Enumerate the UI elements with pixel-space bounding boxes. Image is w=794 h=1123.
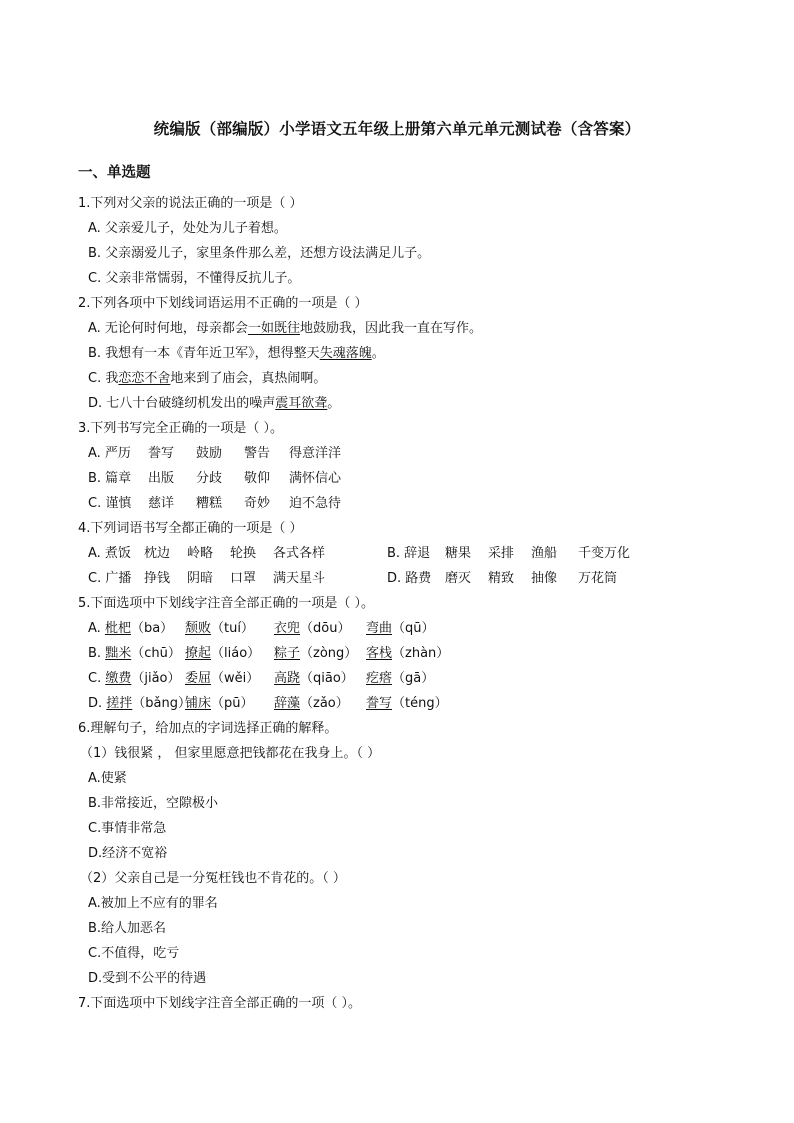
word: 迫不急待 — [289, 496, 342, 511]
question-6-sub-1: （1）钱很紧 ， 但家里愿意把钱都花在我身上。（ ） — [80, 746, 381, 761]
underlined-word: 委屈 — [185, 671, 212, 686]
pinyin-item — [366, 645, 449, 663]
word: B. 篇章 — [88, 471, 132, 486]
word: C. 广播 — [88, 571, 132, 586]
option-text: 。 — [327, 396, 341, 411]
option-text: A. 无论何时何地，母亲都会 — [88, 321, 248, 336]
pinyin-item — [185, 620, 274, 638]
word: A. 严历 — [88, 446, 131, 461]
question-4-option-a — [88, 545, 325, 563]
underlined-word: 一如既往 — [247, 321, 300, 336]
question-5-option-c — [88, 670, 434, 688]
question-6-sub-2-option-a: A.被加上不应有的罪名 — [88, 896, 218, 911]
word: 各式各样 — [273, 546, 326, 561]
question-2-option-a — [88, 320, 482, 338]
question-5-option-d — [88, 695, 448, 713]
word: 阴暗 — [187, 571, 214, 586]
option-letter: C. — [88, 671, 106, 686]
section-heading: 一、单选题 — [78, 165, 151, 181]
pinyin-item — [366, 620, 435, 638]
option-letter: D. — [88, 696, 107, 711]
pinyin: （zhàn） — [392, 646, 450, 661]
word: 渔船 — [531, 546, 558, 561]
pinyin-item — [185, 670, 274, 688]
pinyin: （tuí） — [211, 621, 254, 636]
pinyin: （qū） — [392, 621, 435, 636]
word: 誊写 — [148, 446, 175, 461]
question-1-option-a: A. 父亲爱儿子，处处为儿子着想。 — [88, 221, 287, 236]
underlined-word: 颓败 — [185, 621, 212, 636]
question-1-stem: 1.下列对父亲的说法正确的一项是（ ） — [78, 196, 303, 211]
underlined-word: 辞藻 — [274, 696, 301, 711]
option-text: 地鼓励我，因此我一直在写作。 — [299, 321, 482, 336]
underlined-word: 高跷 — [274, 671, 301, 686]
question-2-option-c — [88, 370, 326, 388]
question-4-stem: 4.下列词语书写全都正确的一项是（ ） — [78, 521, 303, 536]
pinyin-item — [185, 645, 274, 663]
question-2-option-b — [88, 345, 385, 363]
pinyin-item — [185, 695, 274, 713]
option-letter: A. — [88, 621, 105, 636]
question-6-sub-2-option-b: B.给人加恶名 — [88, 921, 167, 936]
question-5-option-b — [88, 645, 449, 663]
question-4-option-d — [387, 570, 617, 588]
question-4-option-b — [387, 545, 630, 563]
option-text: 。 — [371, 346, 385, 361]
pinyin: （ba） — [130, 621, 174, 636]
pinyin: （jiǎo） — [131, 671, 181, 686]
question-5-stem: 5.下面选项中下划线字注音全部正确的一项是（ ）。 — [78, 596, 375, 611]
underlined-word: 疙瘩 — [366, 671, 393, 686]
option-text: 地来到了庙会，真热闹啊。 — [170, 371, 327, 386]
underlined-word: 枇杷 — [104, 621, 131, 636]
word: 采排 — [488, 546, 515, 561]
word: 磨灭 — [445, 571, 472, 586]
underlined-word: 铺床 — [185, 696, 212, 711]
pinyin-item — [366, 695, 448, 713]
word: 枕边 — [144, 546, 171, 561]
underlined-word: 震耳欲聋 — [275, 396, 328, 411]
word: 精致 — [488, 571, 515, 586]
underlined-word: 弯曲 — [366, 621, 393, 636]
option-letter: B. — [88, 646, 106, 661]
underlined-word: 誊写 — [366, 696, 393, 711]
question-1-option-c: C. 父亲非常懦弱，不懂得反抗儿子。 — [88, 271, 301, 286]
word: A. 煮饭 — [88, 546, 131, 561]
pinyin: （zǎo） — [300, 696, 349, 711]
question-3-stem: 3.下列书写完全正确的一项是（ ）。 — [78, 421, 284, 436]
underlined-word: 黜米 — [105, 646, 132, 661]
pinyin-item — [274, 645, 366, 663]
word: 鼓励 — [196, 446, 223, 461]
pinyin: （qiāo） — [300, 671, 354, 686]
question-6-sub-1-option-d: D.经济不宽裕 — [88, 846, 168, 861]
word: 糖果 — [445, 546, 472, 561]
word: 万花筒 — [578, 571, 618, 586]
question-6-sub-2-option-c: C.不值得，吃亏 — [88, 946, 180, 961]
pinyin: （téng） — [392, 696, 448, 711]
word: 挣钱 — [144, 571, 171, 586]
question-4-option-c — [88, 570, 325, 588]
underlined-word: 客栈 — [366, 646, 393, 661]
word: 敬仰 — [244, 471, 271, 486]
word: B. 辞退 — [387, 546, 431, 561]
underlined-word: 撩起 — [185, 646, 212, 661]
pinyin: （pū） — [211, 696, 254, 711]
document-title: 统编版（部编版）小学语文五年级上册第六单元单元测试卷（含答案） — [153, 120, 641, 138]
pinyin-item — [274, 695, 366, 713]
word: 警告 — [244, 446, 271, 461]
word: 奇妙 — [244, 496, 271, 511]
underlined-word: 粽子 — [274, 646, 301, 661]
question-6-sub-1-option-b: B.非常接近，空隙极小 — [88, 796, 219, 811]
question-3-option-c — [88, 495, 341, 513]
pinyin: （chū） — [131, 646, 181, 661]
pinyin-item — [88, 620, 185, 638]
word: 千变万化 — [578, 546, 631, 561]
question-3-option-a — [88, 445, 341, 463]
pinyin-item — [274, 620, 366, 638]
word: 分歧 — [196, 471, 223, 486]
option-text: C. 我 — [88, 371, 119, 386]
pinyin: （bǎng） — [132, 696, 192, 711]
underlined-word: 失魂落魄 — [319, 346, 372, 361]
question-5-option-a — [88, 620, 435, 638]
pinyin-item — [366, 670, 434, 688]
pinyin: （dōu） — [300, 621, 351, 636]
pinyin-item — [88, 645, 185, 663]
word: 抽像 — [531, 571, 558, 586]
pinyin: （gā） — [392, 671, 435, 686]
question-7-stem: 7.下面选项中下划线字注音全部正确的一项（ ）。 — [78, 996, 362, 1011]
question-6-sub-1-option-a: A.使紧 — [88, 771, 127, 786]
underlined-word: 缴费 — [105, 671, 132, 686]
pinyin-item — [88, 670, 185, 688]
word: 岭略 — [187, 546, 214, 561]
word: 口罩 — [230, 571, 257, 586]
question-2-option-d — [88, 395, 340, 413]
question-6-sub-1-option-c: C.事情非常急 — [88, 821, 167, 836]
question-2-stem: 2.下列各项中下划线词语运用不正确的一项是（ ） — [78, 296, 368, 311]
underlined-word: 恋恋不舍 — [118, 371, 171, 386]
word: 出版 — [148, 471, 175, 486]
word: C. 谨慎 — [88, 496, 132, 511]
word: 得意洋洋 — [289, 446, 342, 461]
pinyin: （wěi） — [211, 671, 260, 686]
question-3-option-b — [88, 470, 341, 488]
word: 满天星斗 — [273, 571, 326, 586]
underlined-word: 衣兜 — [274, 621, 301, 636]
word: D. 路费 — [387, 571, 432, 586]
pinyin-item — [88, 695, 192, 713]
word: 慈详 — [148, 496, 175, 511]
word: 糟糕 — [196, 496, 223, 511]
question-6-stem: 6.理解句子，给加点的字词选择正确的解释。 — [78, 721, 338, 736]
question-6-sub-2: （2）父亲自己是一分冤枉钱也不肯花的。（ ） — [80, 871, 346, 886]
option-text: D. 七八十台破缝纫机发出的噪声 — [88, 396, 276, 411]
pinyin: （zòng） — [300, 646, 358, 661]
word: 轮换 — [230, 546, 257, 561]
word: 满怀信心 — [289, 471, 342, 486]
pinyin: （liáo） — [211, 646, 261, 661]
question-6-sub-2-option-d: D.受到不公平的待遇 — [88, 971, 207, 986]
question-1-option-b: B. 父亲溺爱儿子，家里条件那么差，还想方设法满足儿子。 — [88, 246, 431, 261]
underlined-word: 搓拌 — [106, 696, 133, 711]
pinyin-item — [274, 670, 366, 688]
option-text: B. 我想有一本《青年近卫军》，想得整天 — [88, 346, 320, 361]
